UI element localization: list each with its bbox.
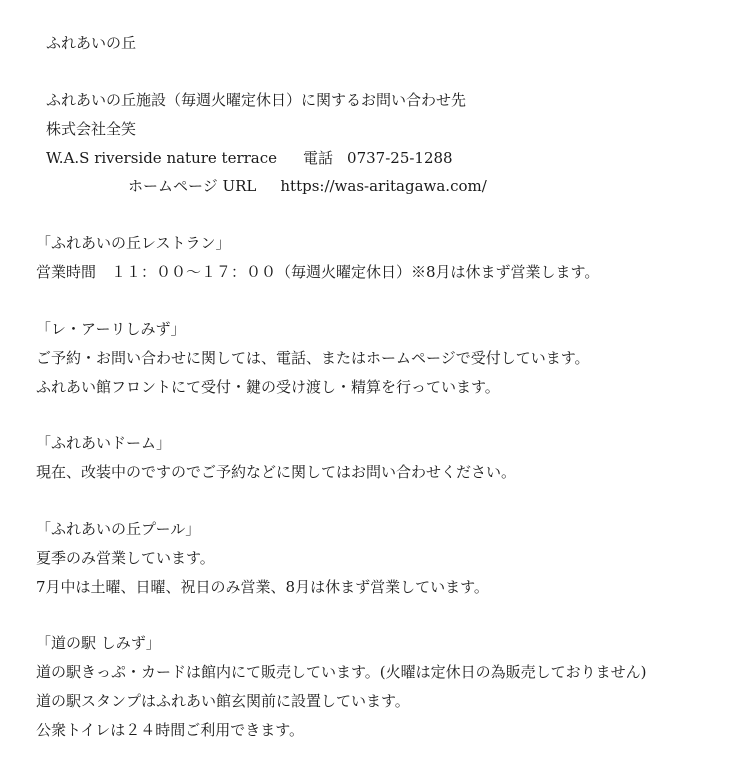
pool-title: 「ふれあいの丘プール」 — [36, 520, 201, 538]
homepage-label: ホームページ URL — [128, 177, 257, 195]
contact-heading: ふれあいの丘施設（毎週火曜定休日）に関するお問い合わせ先 — [46, 91, 467, 109]
facility-name: W.A.S riverside nature terrace — [46, 149, 278, 167]
station-ticket-text: 道の駅きっぷ・カードは館内にて販売しています。(火曜は定休日の為販売しておりません) — [36, 663, 647, 681]
restaurant-hours: 営業時間 １１：００～１７：００（毎週火曜定休日）※8月は休まず営業します。 — [36, 263, 600, 281]
station-toilet-text: 公衆トイレは２４時間ご利用できます。 — [36, 721, 305, 739]
dome-title: 「ふれあいドーム」 — [36, 434, 172, 452]
facility-contact-line — [46, 148, 453, 168]
lodge-front-text: ふれあい館フロントにて受付・鍵の受け渡し・精算を行っています。 — [36, 378, 500, 396]
homepage-line — [128, 176, 487, 196]
restaurant-title: 「ふれあいの丘レストラン」 — [36, 234, 231, 252]
phone-label: 電話 — [303, 149, 334, 167]
station-title: 「道の駅 しみず」 — [36, 634, 161, 652]
phone-number: 0737-25-1288 — [347, 149, 453, 167]
lodge-reservation-text: ご予約・お問い合わせに関しては、電話、またはホームページで受付しています。 — [36, 349, 590, 367]
pool-schedule-text: 7月中は土曜、日曜、祝日のみ営業、8月は休まず営業しています。 — [36, 578, 489, 596]
dome-status-text: 現在、改装中のですのでご予約などに関してはお問い合わせください。 — [36, 463, 517, 481]
station-stamp-text: 道の駅スタンプはふれあい館玄関前に設置しています。 — [36, 692, 410, 710]
page-title: ふれあいの丘 — [46, 34, 137, 52]
lodge-title: 「レ・アーリしみず」 — [36, 320, 186, 338]
pool-season-text: 夏季のみ営業しています。 — [36, 549, 215, 567]
company-name: 株式会社全笑 — [46, 120, 137, 138]
homepage-url[interactable]: https://was-aritagawa.com/ — [280, 177, 487, 195]
